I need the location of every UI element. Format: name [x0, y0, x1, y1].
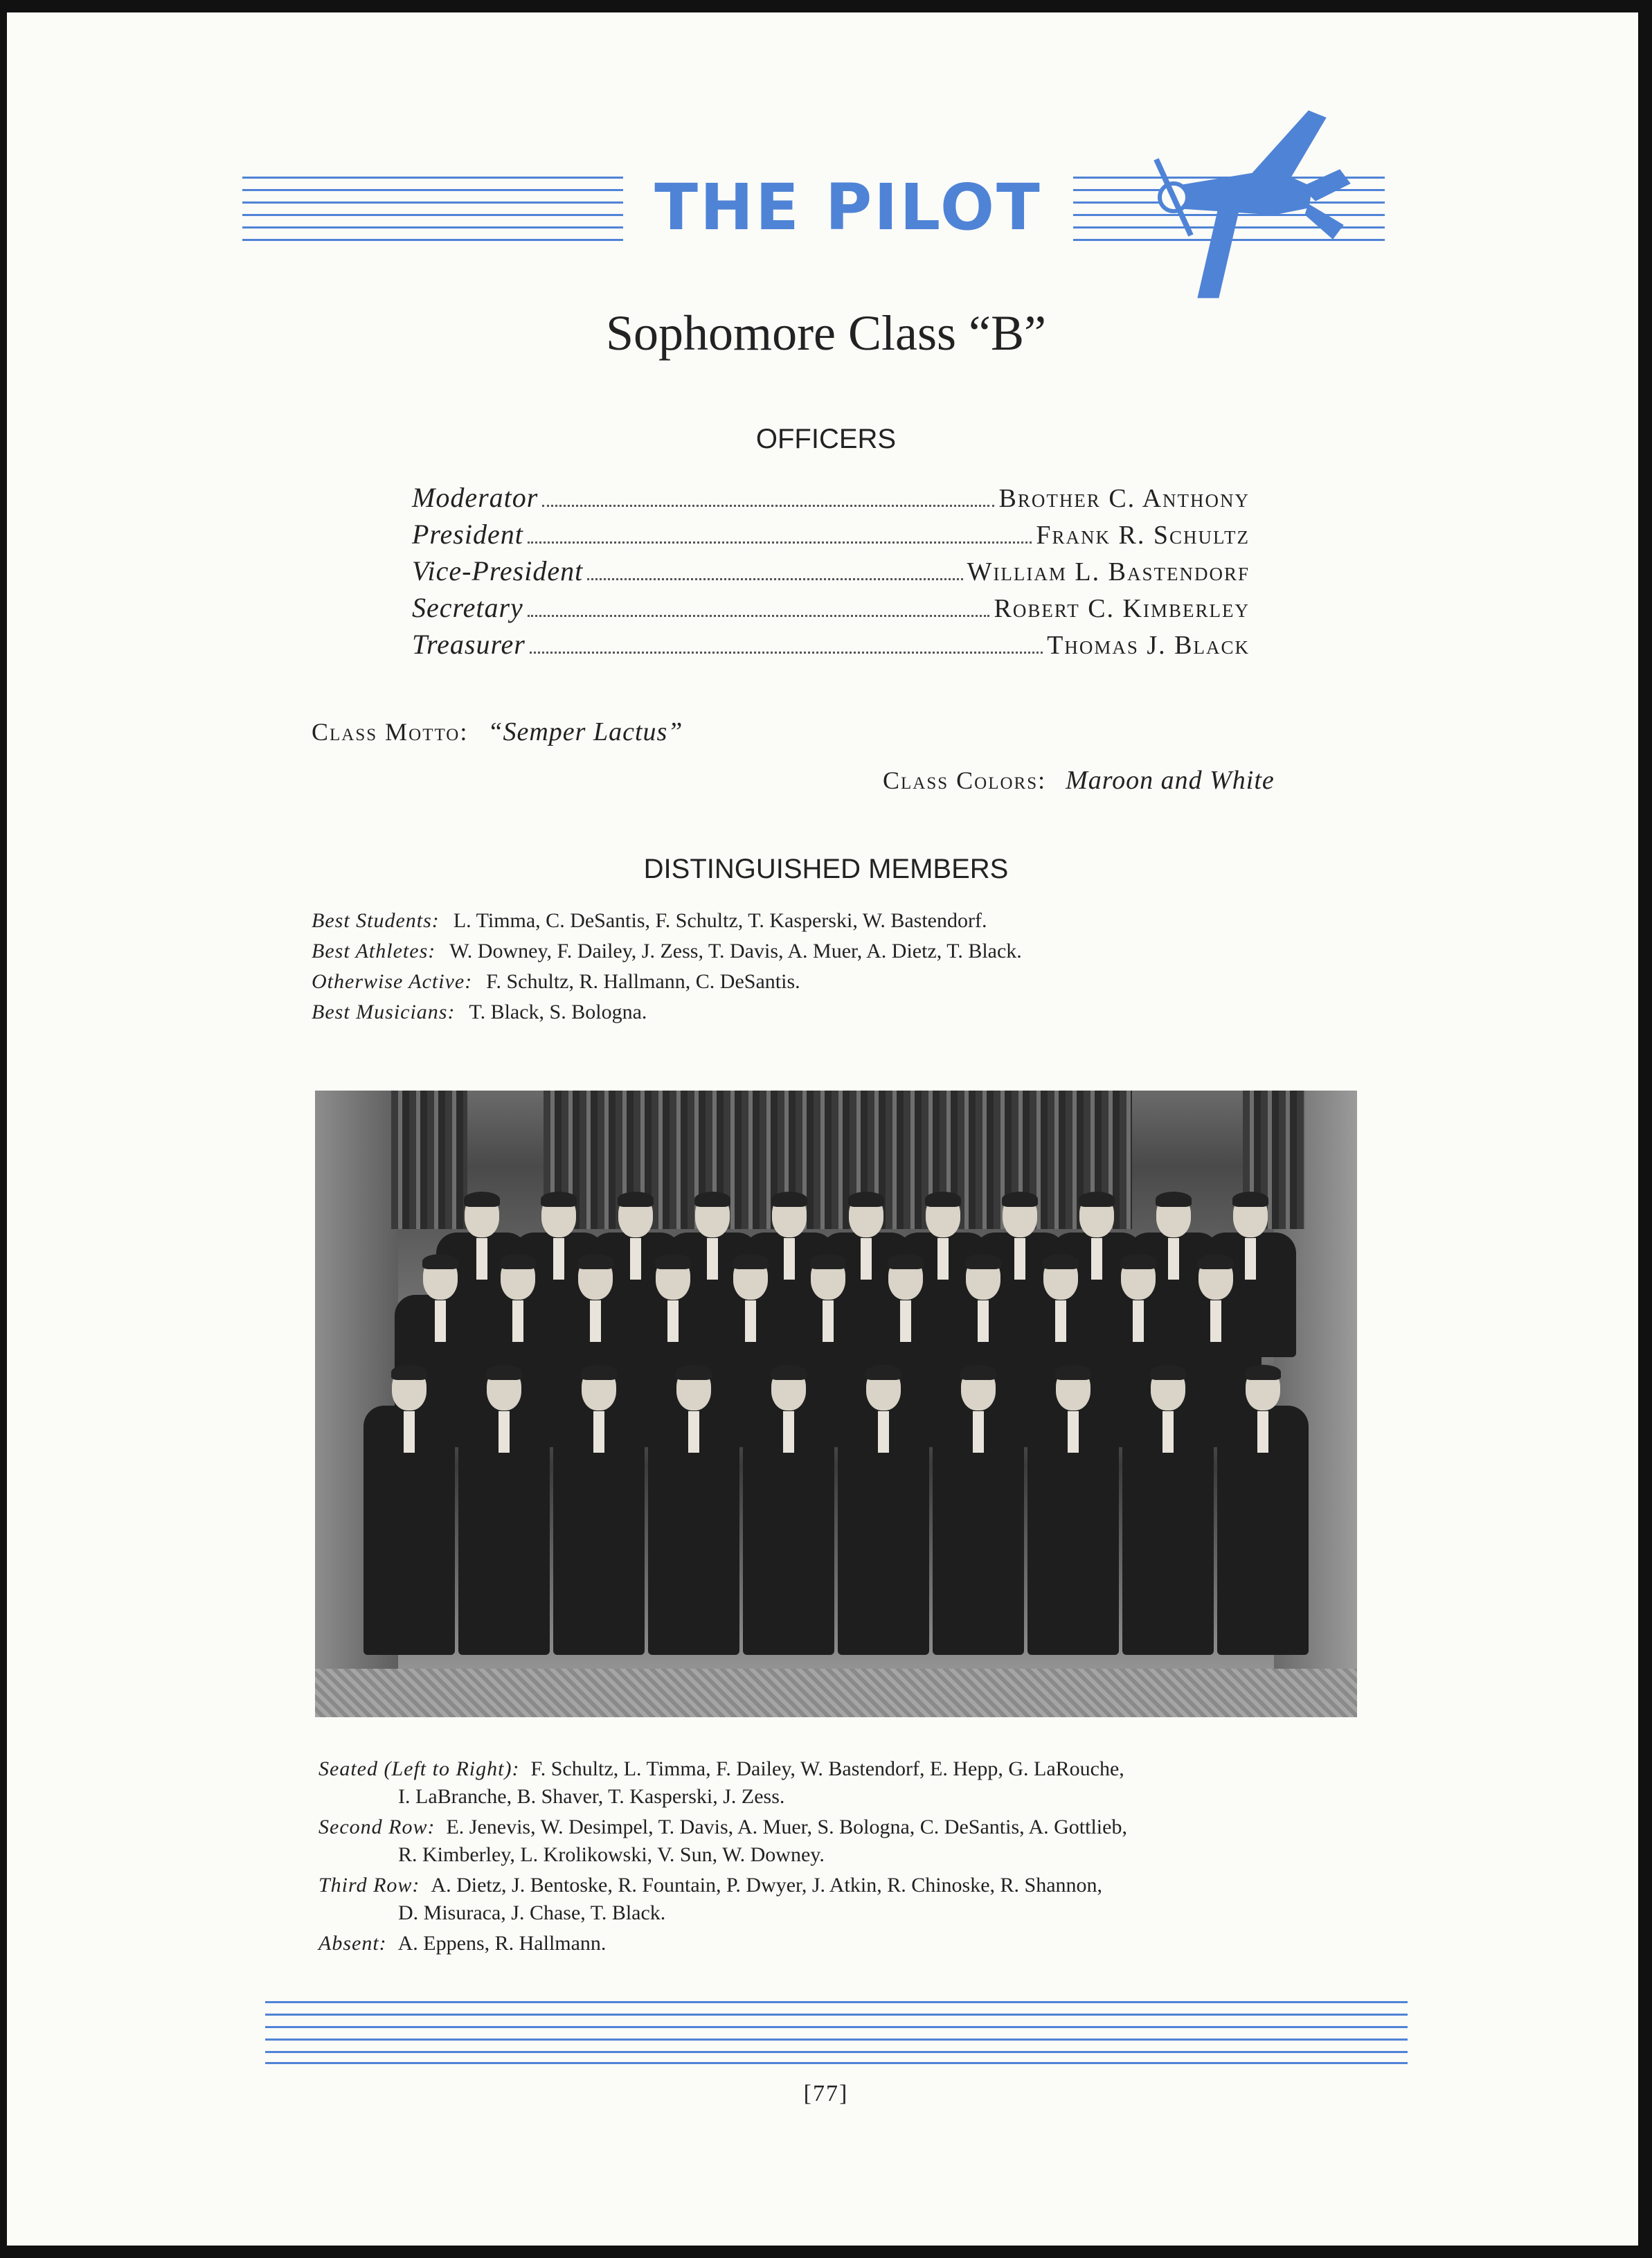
caption-names: F. Schultz, L. Timma, F. Dailey, W. Bastendorf, E. Hepp, G. LaRouche,: [530, 1757, 1124, 1780]
page-title: Sophomore Class “B”: [606, 305, 1046, 361]
caption-label: Absent:: [318, 1932, 387, 1955]
distinguished-label: Best Athletes:: [312, 940, 436, 962]
officer-role: President: [412, 519, 523, 550]
dot-leader: [528, 615, 990, 617]
caption-names: E. Jenevis, W. Desimpel, T. Davis, A. Muer, S. Bologna, C. DeSantis, A. Gottlieb,: [446, 1816, 1127, 1838]
photo-floor: [315, 1669, 1357, 1717]
caption-names-continued: D. Misuraca, J. Chase, T. Black.: [398, 1901, 666, 1924]
class-motto: [312, 717, 683, 747]
dot-leader: [528, 541, 1032, 544]
caption-label: Second Row:: [318, 1816, 436, 1838]
officer-role: Vice-President: [412, 555, 584, 586]
class-motto-value: “Semper Lactus”: [487, 717, 683, 746]
officer-role: Moderator: [412, 482, 539, 513]
dot-leader: [530, 652, 1043, 654]
masthead: [242, 166, 1385, 298]
masthead-title: THE PILOT: [623, 173, 1073, 242]
caption-row: [318, 1755, 1357, 1811]
officer-role: Secretary: [412, 592, 523, 623]
caption-row: [318, 1872, 1357, 1927]
class-photo: [315, 1091, 1357, 1717]
officer-name: William L. Bastendorf: [967, 557, 1250, 586]
class-colors-value: Maroon and White: [1066, 766, 1275, 795]
distinguished-names: T. Black, S. Bologna.: [469, 1001, 647, 1023]
dot-leader: [542, 505, 994, 507]
officer-row: [412, 628, 1250, 665]
class-motto-label: Class Motto:: [312, 718, 469, 746]
caption-names: A. Dietz, J. Bentoske, R. Fountain, P. Dwyer, J. Atkin, R. Chinoske, R. Shannon,: [431, 1874, 1103, 1897]
photo-curtain-left: [391, 1091, 467, 1229]
distinguished-label: Best Students:: [312, 909, 440, 932]
caption-row: [318, 1813, 1357, 1869]
caption-label: Seated (Left to Right):: [318, 1757, 520, 1780]
caption-names-continued: I. LaBranche, B. Shaver, T. Kasperski, J. Zess.: [398, 1785, 785, 1808]
distinguished-row: [312, 970, 1350, 1001]
caption-label: Third Row:: [318, 1874, 420, 1897]
officers-heading: OFFICERS: [755, 424, 897, 454]
distinguished-row: [312, 1001, 1350, 1031]
distinguished-names: F. Schultz, R. Hallmann, C. DeSantis.: [486, 970, 800, 993]
caption-names: A. Eppens, R. Hallmann.: [397, 1932, 607, 1955]
distinguished-row: [312, 909, 1350, 940]
caption-names-continued: R. Kimberley, L. Krolikowski, V. Sun, W. Downey.: [398, 1843, 825, 1866]
officer-row: [412, 591, 1250, 628]
dot-leader: [587, 578, 962, 580]
class-colors-label: Class Colors:: [883, 767, 1047, 794]
officer-name: Thomas J. Black: [1047, 631, 1250, 660]
caption-row: [318, 1930, 1357, 1957]
page-number: [77]: [803, 2081, 849, 2106]
officer-name: Robert C. Kimberley: [994, 594, 1250, 623]
officer-row: [412, 481, 1250, 518]
distinguished-row: [312, 940, 1350, 970]
airplane-icon: [1142, 104, 1364, 312]
officer-name: Brother C. Anthony: [998, 484, 1250, 513]
officer-role: Treasurer: [412, 629, 526, 660]
class-colors: [883, 765, 1275, 796]
distinguished-names: W. Downey, F. Dailey, J. Zess, T. Davis, A. Muer, A. Dietz, T. Black.: [449, 940, 1022, 962]
distinguished-label: Best Musicians:: [312, 1001, 456, 1023]
distinguished-label: Otherwise Active:: [312, 970, 473, 993]
distinguished-list: [312, 909, 1350, 1031]
officer-row: [412, 518, 1250, 555]
officer-row: [412, 555, 1250, 591]
footer-rules: [265, 2001, 1408, 2063]
officer-name: Frank R. Schultz: [1036, 521, 1250, 550]
officers-list: [412, 481, 1250, 665]
distinguished-heading: DISTINGUISHED MEMBERS: [643, 854, 1009, 884]
distinguished-names: L. Timma, C. DeSantis, F. Schultz, T. Kasperski, W. Bastendorf.: [453, 909, 987, 932]
photo-caption: [318, 1755, 1357, 1960]
